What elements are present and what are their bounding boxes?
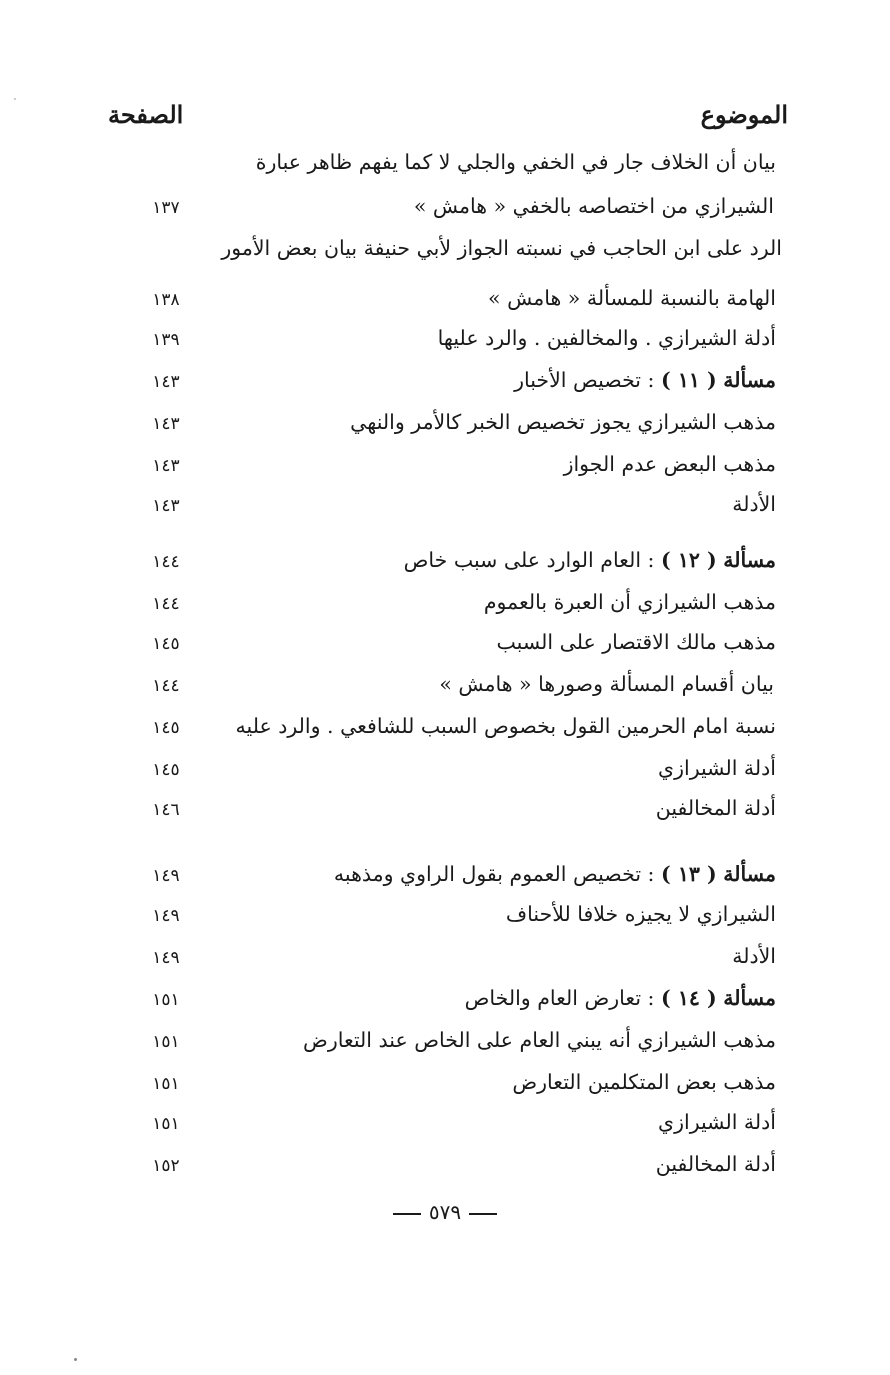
entry-topic: بيان أن الخلاف جار في الخفي والجلي لا كما يفهم ظاهر عبارة: [255, 150, 776, 174]
folio-dash: [469, 1213, 497, 1215]
issue-number: ( ١٣ ): [660, 862, 717, 886]
entry-topic: الهامة بالنسبة للمسألة « هامش »: [488, 286, 776, 310]
issue-title: : تخصيص الأخبار: [514, 368, 655, 392]
toc-entry: [0, 446, 890, 482]
entry-topic: الأدلة: [732, 944, 776, 968]
entry-page-number: ١٤٣: [152, 496, 180, 516]
issue-label: مسألة: [723, 368, 776, 392]
toc-entry-issue: [0, 856, 890, 892]
toc-entry-issue: [0, 980, 890, 1016]
toc-entry-issue: [0, 542, 890, 578]
entry-page-number: ١٤٣: [152, 372, 180, 392]
entry-page-number: ١٤٤: [152, 552, 180, 572]
entry-page-number: ١٣٨: [152, 290, 180, 310]
entry-topic: [465, 980, 776, 1016]
issue-number: ( ١٤ ): [660, 986, 717, 1010]
issue-number: ( ١١ ): [660, 368, 717, 392]
toc-entry: [0, 1146, 890, 1182]
paper-speck: [74, 1358, 77, 1361]
entry-page-number: ١٥١: [152, 1032, 180, 1052]
toc-entry: [0, 230, 890, 266]
entry-topic: [514, 362, 776, 398]
toc-entry-issue: [0, 362, 890, 398]
entry-topic: مذهب الشيرازي أن العبرة بالعموم: [483, 590, 776, 614]
toc-entry: [0, 1064, 890, 1100]
entry-topic: مذهب البعض عدم الجواز: [563, 452, 776, 476]
toc-entry: [0, 1104, 890, 1140]
entry-page-number: ١٤٣: [152, 414, 180, 434]
entry-page-number: ١٤٥: [152, 760, 180, 780]
toc-entry: [0, 666, 890, 702]
folio-dash: [393, 1213, 421, 1215]
column-header-topic: الموضوع: [700, 100, 788, 129]
column-header-page: الصفحة: [108, 100, 184, 129]
toc-entry: [0, 404, 890, 440]
toc-entry: [0, 896, 890, 932]
toc-entry: [0, 486, 890, 522]
entry-page-number: ١٣٩: [152, 330, 180, 350]
entry-topic: أدلة الشيرازي: [658, 1110, 776, 1134]
toc-entry: [0, 750, 890, 786]
entry-topic: أدلة الشيرازي . والمخالفين . والرد عليها: [437, 326, 776, 350]
entry-page-number: ١٤٤: [152, 594, 180, 614]
folio-number: ٥٧٩: [428, 1200, 462, 1224]
entry-topic: أدلة المخالفين: [655, 1152, 776, 1176]
entry-page-number: ١٥١: [152, 1114, 180, 1134]
toc-entry: [0, 188, 890, 224]
entry-topic: أدلة الشيرازي: [658, 756, 776, 780]
issue-number: ( ١٢ ): [660, 548, 717, 572]
issue-title: : تعارض العام والخاص: [464, 986, 655, 1010]
toc-entry: [0, 144, 890, 180]
entry-topic: أدلة المخالفين: [655, 796, 776, 820]
issue-label: مسألة: [723, 548, 776, 572]
entry-topic: نسبة امام الحرمين القول بخصوص السبب للشافعي . والرد عليه: [235, 714, 776, 738]
issue-label: مسألة: [723, 862, 776, 886]
entry-topic: الشيرازي من اختصاصه بالخفي « هامش »: [413, 194, 774, 218]
toc-entry: [0, 624, 890, 660]
entry-page-number: ١٤٣: [152, 456, 180, 476]
entry-topic: مذهب الشيرازي يجوز تخصيص الخبر كالأمر والنهي: [350, 410, 776, 434]
entry-page-number: ١٤٤: [152, 676, 180, 696]
entry-page-number: ١٥٢: [152, 1156, 180, 1176]
paper-speck: [14, 98, 16, 100]
toc-entry: [0, 938, 890, 974]
toc-entry: [0, 584, 890, 620]
entry-page-number: ١٤٩: [152, 866, 180, 886]
entry-topic: الأدلة: [732, 492, 776, 516]
entry-topic: [404, 542, 776, 578]
toc-entry: [0, 790, 890, 826]
entry-page-number: ١٤٦: [152, 800, 180, 820]
entry-topic: الرد على ابن الحاجب في نسبته الجواز لأبي حنيفة بيان بعض الأمور: [221, 236, 782, 260]
toc-entry: [0, 708, 890, 744]
entry-page-number: ١٥١: [152, 990, 180, 1010]
toc-entry: [0, 320, 890, 356]
entry-page-number: ١٤٩: [152, 906, 180, 926]
entry-page-number: ١٤٩: [152, 948, 180, 968]
entry-topic: بيان أقسام المسألة وصورها « هامش »: [439, 672, 774, 696]
entry-topic: مذهب مالك الاقتصار على السبب: [496, 630, 776, 654]
entry-page-number: ١٣٧: [152, 198, 180, 218]
entry-page-number: ١٤٥: [152, 718, 180, 738]
entry-topic: مذهب بعض المتكلمين التعارض: [512, 1070, 776, 1094]
issue-title: : تخصيص العموم بقول الراوي ومذهبه: [333, 862, 655, 886]
entry-page-number: ١٥١: [152, 1074, 180, 1094]
entry-topic: [334, 856, 776, 892]
toc-entry: [0, 280, 890, 316]
entry-page-number: ١٤٥: [152, 634, 180, 654]
issue-label: مسألة: [723, 986, 776, 1010]
entry-topic: مذهب الشيرازي أنه يبني العام على الخاص عند التعارض: [303, 1028, 776, 1052]
entry-topic: الشيرازي لا يجيزه خلافا للأحناف: [505, 902, 776, 926]
issue-title: : العام الوارد على سبب خاص: [403, 548, 655, 572]
page-folio: [0, 1200, 890, 1224]
toc-entry: [0, 1022, 890, 1058]
